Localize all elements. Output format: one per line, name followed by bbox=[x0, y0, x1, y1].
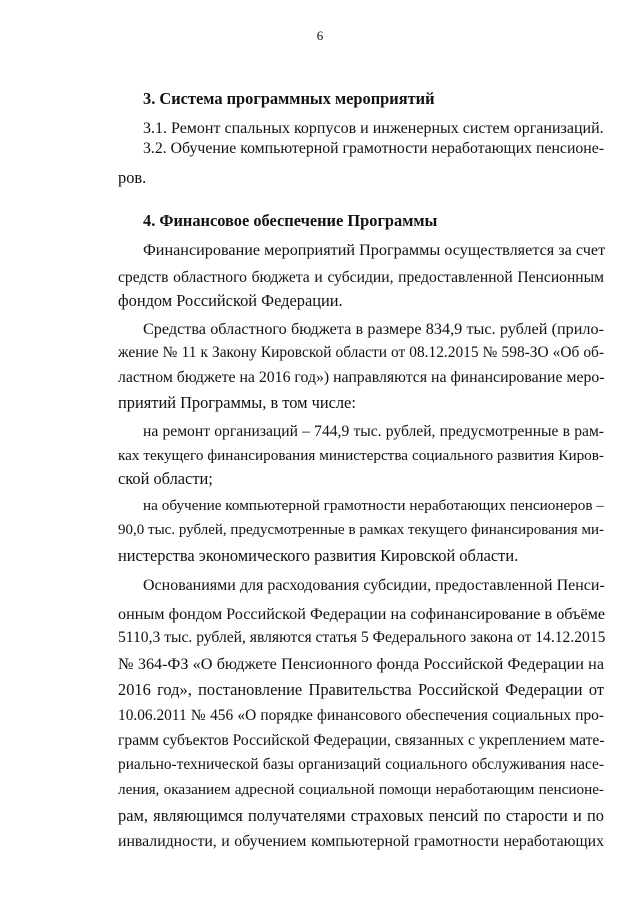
paragraph-line: на ремонт организаций – 744,9 тыс. рублей, предусмотренные в рам- bbox=[143, 423, 604, 440]
paragraph-line: 2016 год», постановление Правительства Российской Федерации от bbox=[118, 680, 604, 699]
section-4-heading: 4. Финансовое обеспечение Программы bbox=[143, 211, 438, 230]
paragraph-line: ках текущего финансирования министерства социального развития Киров- bbox=[118, 447, 604, 464]
paragraph-line: Средства областного бюджета в размере 834,9 тыс. рублей (прило- bbox=[143, 320, 604, 338]
paragraph-line: ления, оказанием адресной социальной помощи неработающим пенсионе- bbox=[118, 781, 604, 798]
paragraph-line: инвалидности, и обучением компьютерной грамотности неработающих bbox=[118, 833, 604, 850]
paragraph-line: фондом Российской Федерации. bbox=[118, 291, 343, 310]
paragraph-line: 5110,3 тыс. рублей, являются статья 5 Федерального закона от 14.12.2015 bbox=[118, 629, 606, 646]
paragraph-line: Финансирование мероприятий Программы осуществляется за счет bbox=[143, 241, 606, 259]
paragraph-line: 3.2. Обучение компьютерной грамотности неработающих пенсионе- bbox=[143, 140, 605, 157]
paragraph-line: ластном бюджете на 2016 год») направляются на финансирование меро- bbox=[118, 369, 605, 386]
page-number: 6 bbox=[316, 28, 324, 43]
paragraph-line: жение № 11 к Закону Кировской области от 08.12.2015 № 598-ЗО «Об об- bbox=[118, 344, 604, 361]
section-3-heading: 3. Система программных мероприятий bbox=[143, 89, 435, 108]
paragraph-line: средств областного бюджета и субсидии, предоставленной Пенсионным bbox=[118, 269, 604, 286]
paragraph-line: рам, являющимся получателями страховых пенсий по старости и по bbox=[118, 806, 604, 825]
paragraph-line: ской области; bbox=[118, 469, 213, 488]
paragraph-line: нистерства экономического развития Кировской области. bbox=[118, 546, 519, 565]
paragraph-line: № 364-ФЗ «О бюджете Пенсионного фонда Российской Федерации на bbox=[118, 655, 604, 673]
paragraph-line: 90,0 тыс. рублей, предусмотренные в рамках текущего финансирования ми- bbox=[118, 522, 604, 538]
paragraph-line: 3.1. Ремонт спальных корпусов и инженерных систем организаций. bbox=[143, 120, 604, 137]
paragraph-line: Основаниями для расходования субсидии, предоставленной Пенси- bbox=[143, 577, 605, 594]
paragraph-line: ров. bbox=[118, 168, 147, 187]
paragraph-line: приятий Программы, в том числе: bbox=[118, 393, 356, 412]
paragraph-line: грамм субъектов Российской Федерации, связанных с укреплением мате- bbox=[118, 732, 605, 749]
paragraph-line: онным фондом Российской Федерации на софинансирование в объёме bbox=[118, 605, 606, 623]
paragraph-line: риально-технической базы организаций социального обслуживания насе- bbox=[118, 756, 604, 773]
paragraph-line: 10.06.2011 № 456 «О порядке финансового обеспечения социальных про- bbox=[118, 707, 604, 724]
paragraph-line: на обучение компьютерной грамотности неработающих пенсионеров – bbox=[143, 497, 604, 514]
